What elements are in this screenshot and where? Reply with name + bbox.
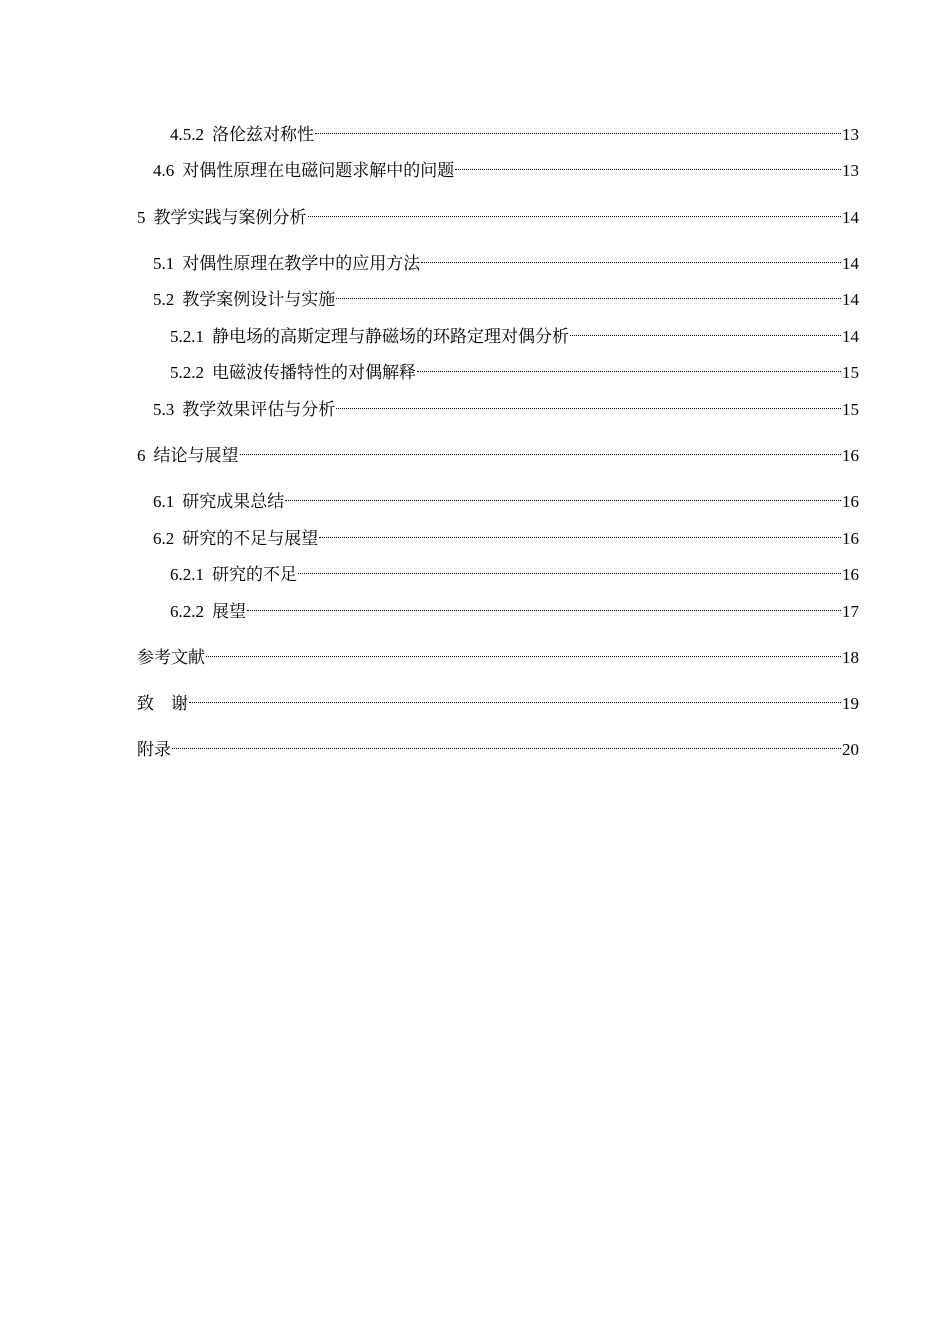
dot-leader	[455, 152, 841, 176]
toc-entry-page: 18	[842, 648, 859, 667]
toc-entry-title: 附录	[137, 740, 171, 759]
toc-entry-number: 5.2	[153, 290, 175, 309]
toc-entry-title: 参考文献	[137, 648, 205, 667]
toc-entry-number: 6	[137, 446, 146, 465]
toc-entry-title: 电磁波传播特性的对偶解释	[212, 363, 416, 382]
toc-entry-page: 16	[842, 565, 859, 584]
toc-entry-page: 17	[842, 602, 859, 621]
toc-entry-page: 15	[842, 400, 859, 419]
dot-leader	[172, 731, 841, 755]
dot-leader	[298, 556, 841, 580]
dot-leader	[336, 281, 841, 305]
toc-entry-page: 16	[842, 446, 859, 465]
toc-entry-title: 展望	[212, 602, 246, 621]
toc-entry[interactable]	[137, 731, 859, 759]
toc-entry-title: 研究成果总结	[182, 492, 285, 511]
toc-entry-title: 静电场的高斯定理与静磁场的环路定理对偶分析	[212, 327, 569, 346]
toc-entry-number: 5.1	[153, 254, 175, 273]
toc-entry-number: 5.2.2	[170, 363, 204, 382]
toc-entry-number: 6.2	[153, 529, 175, 548]
toc-entry-number: 4.5.2	[170, 125, 204, 144]
dot-leader	[570, 318, 841, 342]
dot-leader	[336, 391, 841, 415]
dot-leader	[421, 245, 841, 269]
toc-entry-title: 教学效果评估与分析	[182, 400, 336, 419]
toc-entry-title: 研究的不足	[212, 565, 297, 584]
toc-entry-page: 13	[842, 161, 859, 180]
toc-entry[interactable]	[170, 556, 859, 584]
toc-entry-number: 6.1	[153, 492, 175, 511]
toc-entry[interactable]	[170, 593, 859, 621]
toc-entry[interactable]	[170, 116, 859, 144]
toc-entry[interactable]	[153, 152, 859, 180]
toc-entry-number: 5.2.1	[170, 327, 204, 346]
toc-entry-number: 5	[137, 208, 146, 227]
toc-entry-number: 6.2.1	[170, 565, 204, 584]
dot-leader	[247, 593, 841, 617]
toc-entry[interactable]	[153, 245, 859, 273]
dot-leader	[285, 483, 841, 507]
dot-leader	[319, 520, 841, 544]
toc-entry-number: 5.3	[153, 400, 175, 419]
toc-entry-page: 16	[842, 492, 859, 511]
toc-entry-page: 14	[842, 208, 859, 227]
toc-entry[interactable]	[137, 685, 859, 713]
toc-entry[interactable]	[137, 437, 859, 465]
toc-entry-number: 6.2.2	[170, 602, 204, 621]
toc-entry-page: 14	[842, 254, 859, 273]
toc-entry-title: 教学案例设计与实施	[182, 290, 336, 309]
toc-entry-page: 15	[842, 363, 859, 382]
toc-entry-title: 致 谢	[137, 694, 188, 713]
toc-entry-page: 19	[842, 694, 859, 713]
toc-entry-number: 4.6	[153, 161, 175, 180]
dot-leader	[240, 437, 842, 461]
dot-leader	[417, 354, 841, 378]
toc-entry[interactable]	[153, 281, 859, 309]
toc-entry-page: 16	[842, 529, 859, 548]
toc-entry[interactable]	[170, 318, 859, 346]
dot-leader	[315, 116, 841, 140]
toc-entry-title: 对偶性原理在教学中的应用方法	[182, 254, 421, 273]
toc-entry[interactable]	[170, 354, 859, 382]
toc-entry-title: 结论与展望	[153, 446, 239, 465]
toc-entry[interactable]	[153, 391, 859, 419]
toc-entry-title: 教学实践与案例分析	[153, 208, 307, 227]
toc-entry-title: 对偶性原理在电磁问题求解中的问题	[182, 161, 455, 180]
toc-entry[interactable]	[153, 483, 859, 511]
toc-entry-title: 洛伦兹对称性	[212, 125, 314, 144]
toc-entry-page: 13	[842, 125, 859, 144]
toc-entry[interactable]	[137, 639, 859, 667]
toc-entry-title: 研究的不足与展望	[182, 529, 319, 548]
toc-entry[interactable]	[153, 520, 859, 548]
toc-entry-page: 14	[842, 327, 859, 346]
toc-entry-page: 14	[842, 290, 859, 309]
dot-leader	[189, 685, 841, 709]
toc-entry[interactable]	[137, 199, 859, 227]
dot-leader	[206, 639, 841, 663]
dot-leader	[308, 199, 842, 223]
toc-entry-page: 20	[842, 740, 859, 759]
